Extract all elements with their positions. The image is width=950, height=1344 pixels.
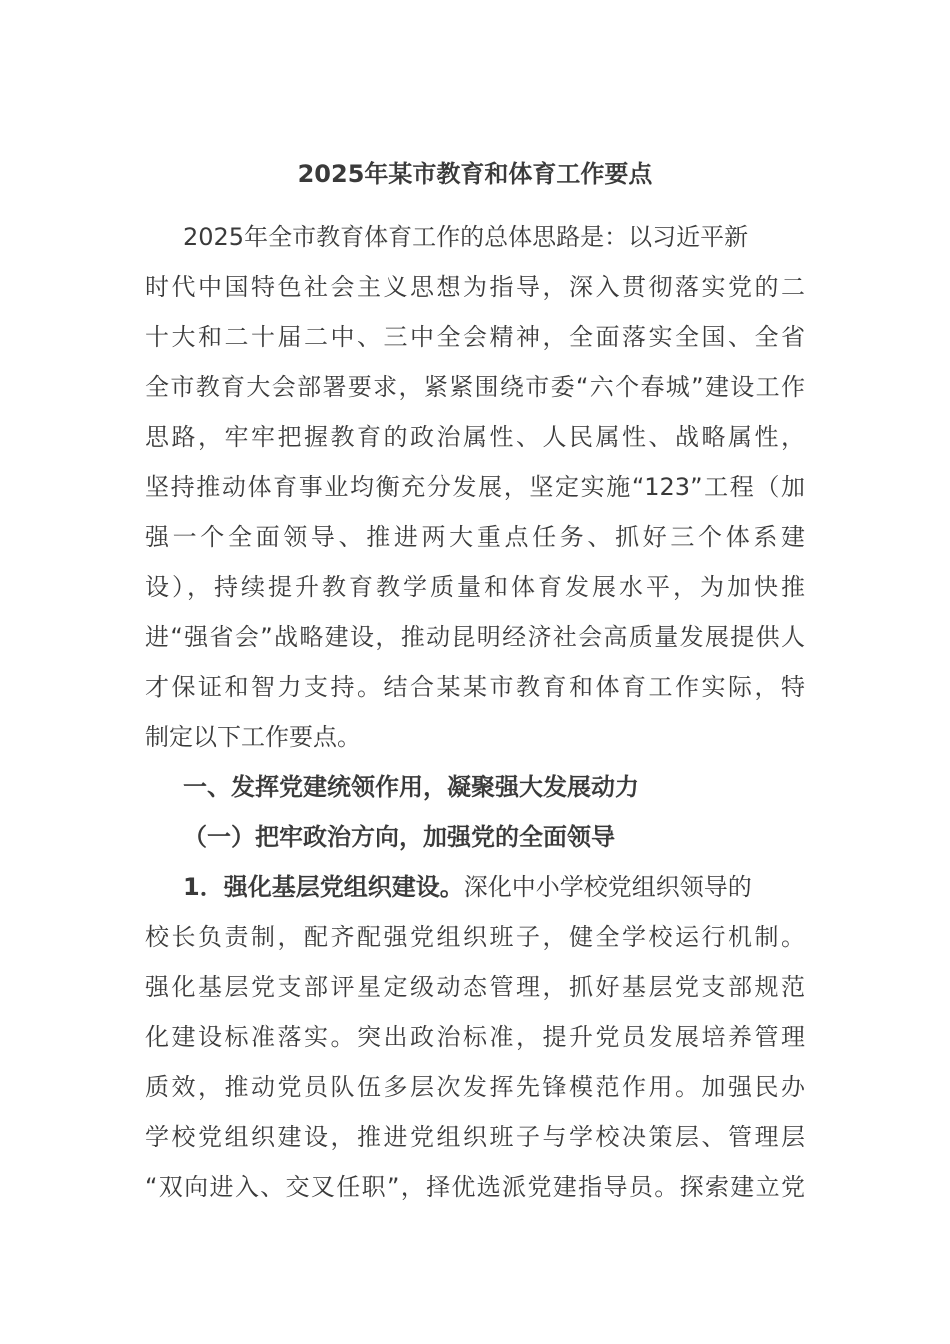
intro-line: 进“强省会”战略建设，推动昆明经济社会高质量发展提供人 xyxy=(145,623,805,651)
intro-line: 十大和二十届二中、三中全会精神，全面落实全国、全省 xyxy=(145,323,805,351)
intro-line: 时代中国特色社会主义思想为指导，深入贯彻落实党的二 xyxy=(145,273,805,301)
item1-line: 学校党组织建设，推进党组织班子与学校决策层、管理层 xyxy=(145,1123,805,1151)
document-title: 2025年某市教育和体育工作要点 xyxy=(297,160,653,188)
item1-line: 校长负责制，配齐配强党组织班子，健全学校运行机制。 xyxy=(145,923,805,951)
item1-line: 化建设标准落实。突出政治标准，提升党员发展培养管理 xyxy=(145,1023,805,1051)
intro-line: 全市教育大会部署要求，紧紧围绕市委“六个春城”建设工作 xyxy=(145,373,805,401)
intro-line: 坚持推动体育事业均衡充分发展，坚定实施“123”工程（加 xyxy=(145,473,805,501)
intro-line: 才保证和智力支持。结合某某市教育和体育工作实际，特 xyxy=(145,673,805,701)
intro-line: 思路，牢牢把握教育的政治属性、人民属性、战略属性， xyxy=(145,423,805,451)
intro-line: 2025年全市教育体育工作的总体思路是：以习近平新 xyxy=(183,223,749,251)
item1-line: 强化基层党支部评星定级动态管理，抓好基层党支部规范 xyxy=(145,973,805,1001)
intro-line: 设），持续提升教育教学质量和体育发展水平，为加快推 xyxy=(145,573,805,601)
intro-line: 制定以下工作要点。 xyxy=(145,723,361,751)
item1-first-text: 深化中小学校党组织领导的 xyxy=(463,873,752,901)
item1-line: “双向进入、交叉任职”，择优选派党建指导员。探索建立党 xyxy=(145,1173,805,1201)
section-heading: 一、发挥党建统领作用，凝聚强大发展动力 xyxy=(183,773,639,801)
item1-first-line xyxy=(183,869,805,905)
subsection-heading: （一）把牢政治方向，加强党的全面领导 xyxy=(183,823,615,851)
item1-line: 质效，推动党员队伍多层次发挥先锋模范作用。加强民办 xyxy=(145,1073,805,1101)
intro-line: 强一个全面领导、推进两大重点任务、抓好三个体系建 xyxy=(145,523,805,551)
item1-title: 1．强化基层党组织建设。 xyxy=(183,873,464,901)
